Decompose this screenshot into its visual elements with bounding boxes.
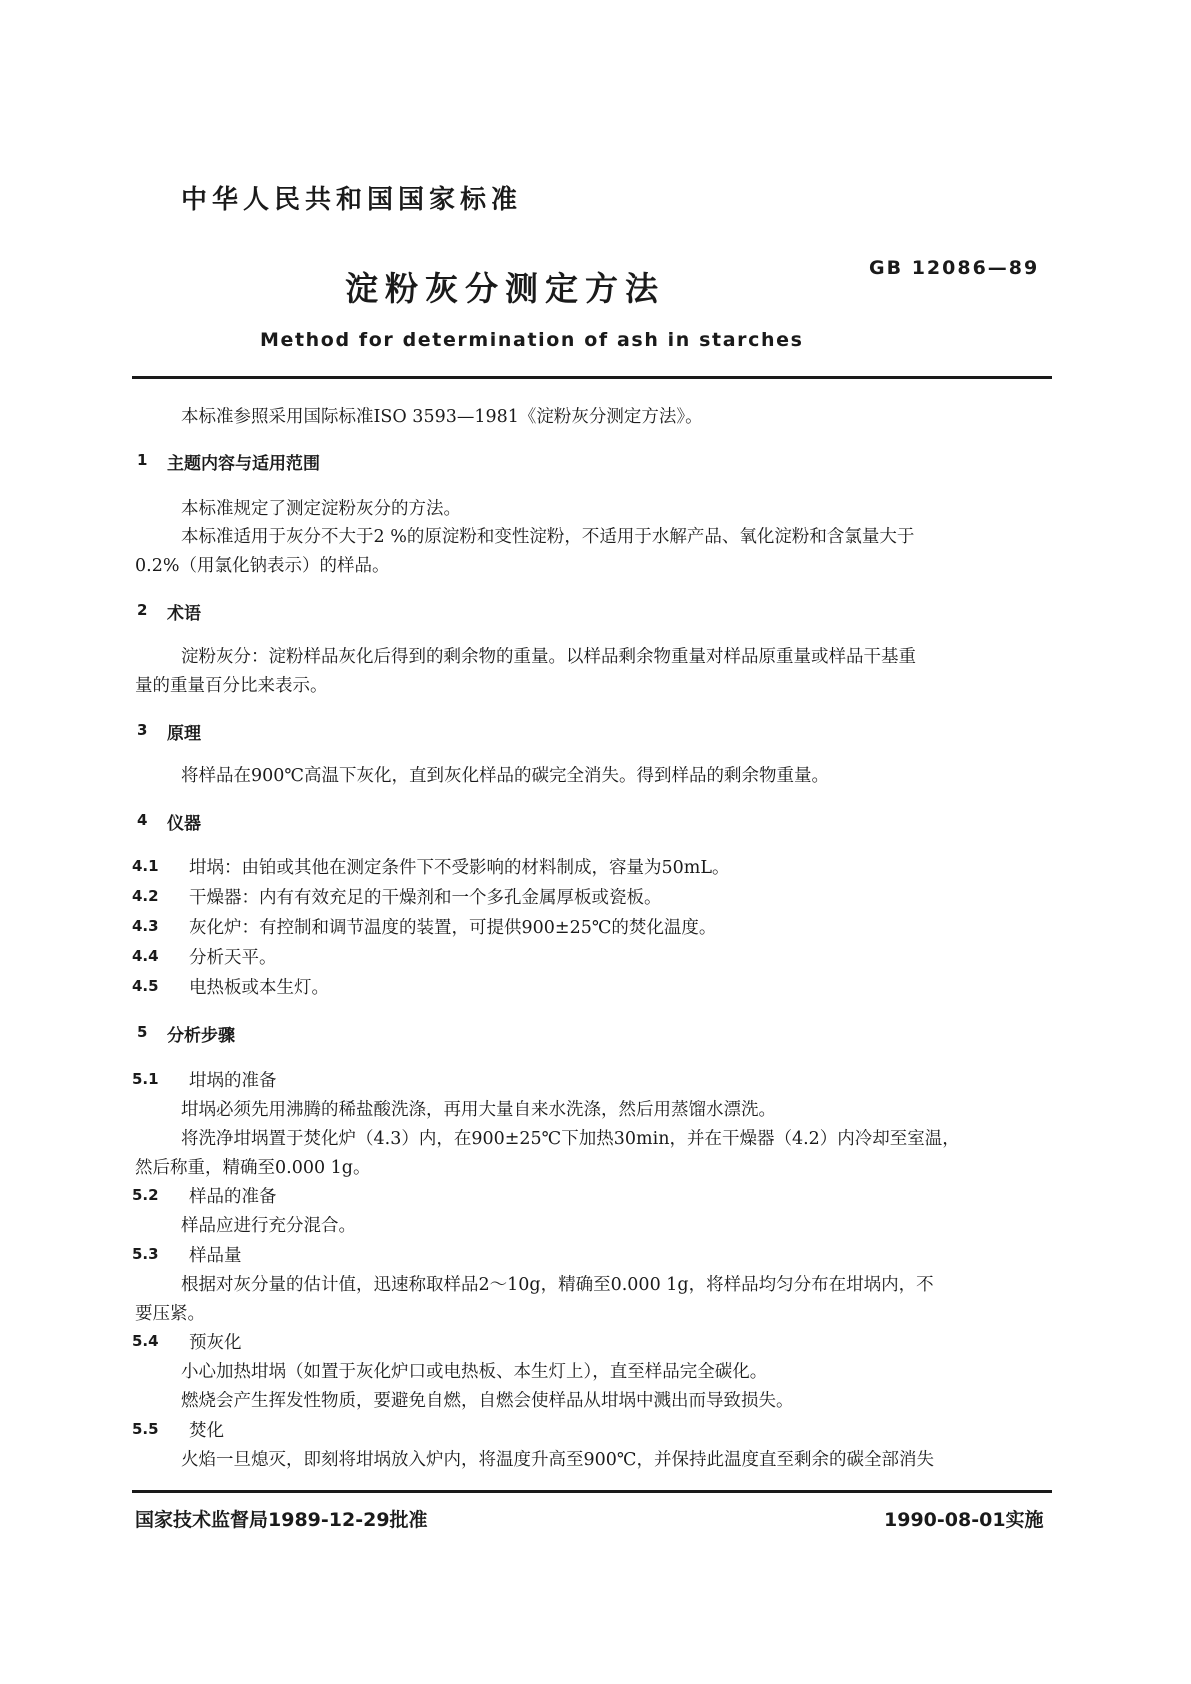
effective-date: 1990-08-01实施 [884,1509,1044,1531]
section-5-number: 5 [137,1023,148,1041]
item-5-1-paragraph-1: 坩埚必须先用沸腾的稀盐酸洗涤，再用大量自来水洗涤，然后用蒸馏水漂洗。 [181,1100,776,1120]
header-divider [132,376,1052,379]
item-5-3-paragraph-line-1: 根据对灰分量的估计值，迅速称取样品2～10g，精确至0.000 1g，将样品均匀分布在坩埚内，不 [181,1275,934,1295]
item-5-1-paragraph-2-line-2: 然后称重，精确至0.000 1g。 [135,1158,371,1178]
section-4-heading: 仪器 [167,814,201,834]
section-2-paragraph-line-2: 量的重量百分比来表示。 [135,676,328,696]
section-5-heading: 分析步骤 [167,1026,235,1046]
section-3-paragraph: 将样品在900℃高温下灰化，直到灰化样品的碳完全消失。得到样品的剩余物重量。 [181,766,829,786]
section-2-paragraph-line-1: 淀粉灰分：淀粉样品灰化后得到的剩余物的重量。以样品剩余物重量对样品原重量或样品干基重 [181,647,916,667]
item-5-3-heading: 样品量 [189,1246,242,1266]
item-4-1-text: 坩埚：由铂或其他在测定条件下不受影响的材料制成，容量为50mL。 [189,858,730,878]
item-4-5-number: 4.5 [132,977,159,995]
section-3-heading: 原理 [167,724,201,744]
section-1-paragraph-1: 本标准规定了测定淀粉灰分的方法。 [181,499,461,519]
item-5-3-paragraph-line-2: 要压紧。 [135,1304,205,1324]
item-5-4-heading: 预灰化 [189,1333,242,1353]
item-5-1-paragraph-2-line-1: 将洗净坩埚置于焚化炉（4.3）内，在900±25℃下加热30min，并在干燥器（4.2）内冷却至室温， [181,1129,960,1149]
item-5-4-paragraph-2: 燃烧会产生挥发性物质，要避免自燃，自燃会使样品从坩埚中溅出而导致损失。 [181,1391,794,1411]
item-5-4-number: 5.4 [132,1332,159,1350]
item-5-3-number: 5.3 [132,1245,159,1263]
footer-divider [132,1490,1052,1493]
item-5-5-number: 5.5 [132,1420,159,1438]
section-1-heading: 主题内容与适用范围 [167,454,320,474]
approval-date: 国家技术监督局1989-12-29批准 [135,1509,428,1531]
item-4-2-number: 4.2 [132,887,159,905]
item-5-1-number: 5.1 [132,1070,159,1088]
section-2-heading: 术语 [167,604,201,624]
item-4-5-text: 电热板或本生灯。 [189,978,329,998]
national-standard-header: 中华人民共和国国家标准 [181,185,523,215]
item-5-5-paragraph: 火焰一旦熄灭，即刻将坩埚放入炉内，将温度升高至900℃，并保持此温度直至剩余的碳全部消失 [181,1450,934,1470]
item-4-4-text: 分析天平。 [189,948,277,968]
item-5-4-paragraph-1: 小心加热坩埚（如置于灰化炉口或电热板、本生灯上），直至样品完全碳化。 [181,1362,768,1382]
section-1-paragraph-2-line-1: 本标准适用于灰分不大于2 %的原淀粉和变性淀粉，不适用于水解产品、氧化淀粉和含氯量大于 [181,527,915,547]
english-title: Method for determination of ash in starches [260,329,804,351]
document-title: 淀粉灰分测定方法 [345,269,665,308]
section-1-number: 1 [137,451,148,469]
section-4-number: 4 [137,811,148,829]
item-5-2-heading: 样品的准备 [189,1187,277,1207]
standard-code: GB 12086—89 [869,257,1040,279]
item-4-2-text: 干燥器：内有有效充足的干燥剂和一个多孔金属厚板或瓷板。 [189,888,662,908]
item-5-2-paragraph: 样品应进行充分混合。 [181,1216,356,1236]
item-4-4-number: 4.4 [132,947,159,965]
item-4-1-number: 4.1 [132,857,159,875]
section-3-number: 3 [137,721,148,739]
section-2-number: 2 [137,601,148,619]
item-5-5-heading: 焚化 [189,1421,224,1441]
item-4-3-text: 灰化炉：有控制和调节温度的装置，可提供900±25℃的焚化温度。 [189,918,717,938]
intro-paragraph: 本标准参照采用国际标准ISO 3593—1981《淀粉灰分测定方法》。 [181,407,703,427]
section-1-paragraph-2-line-2: 0.2%（用氯化钠表示）的样品。 [135,556,390,576]
item-5-2-number: 5.2 [132,1186,159,1204]
item-4-3-number: 4.3 [132,917,159,935]
item-5-1-heading: 坩埚的准备 [189,1071,277,1091]
